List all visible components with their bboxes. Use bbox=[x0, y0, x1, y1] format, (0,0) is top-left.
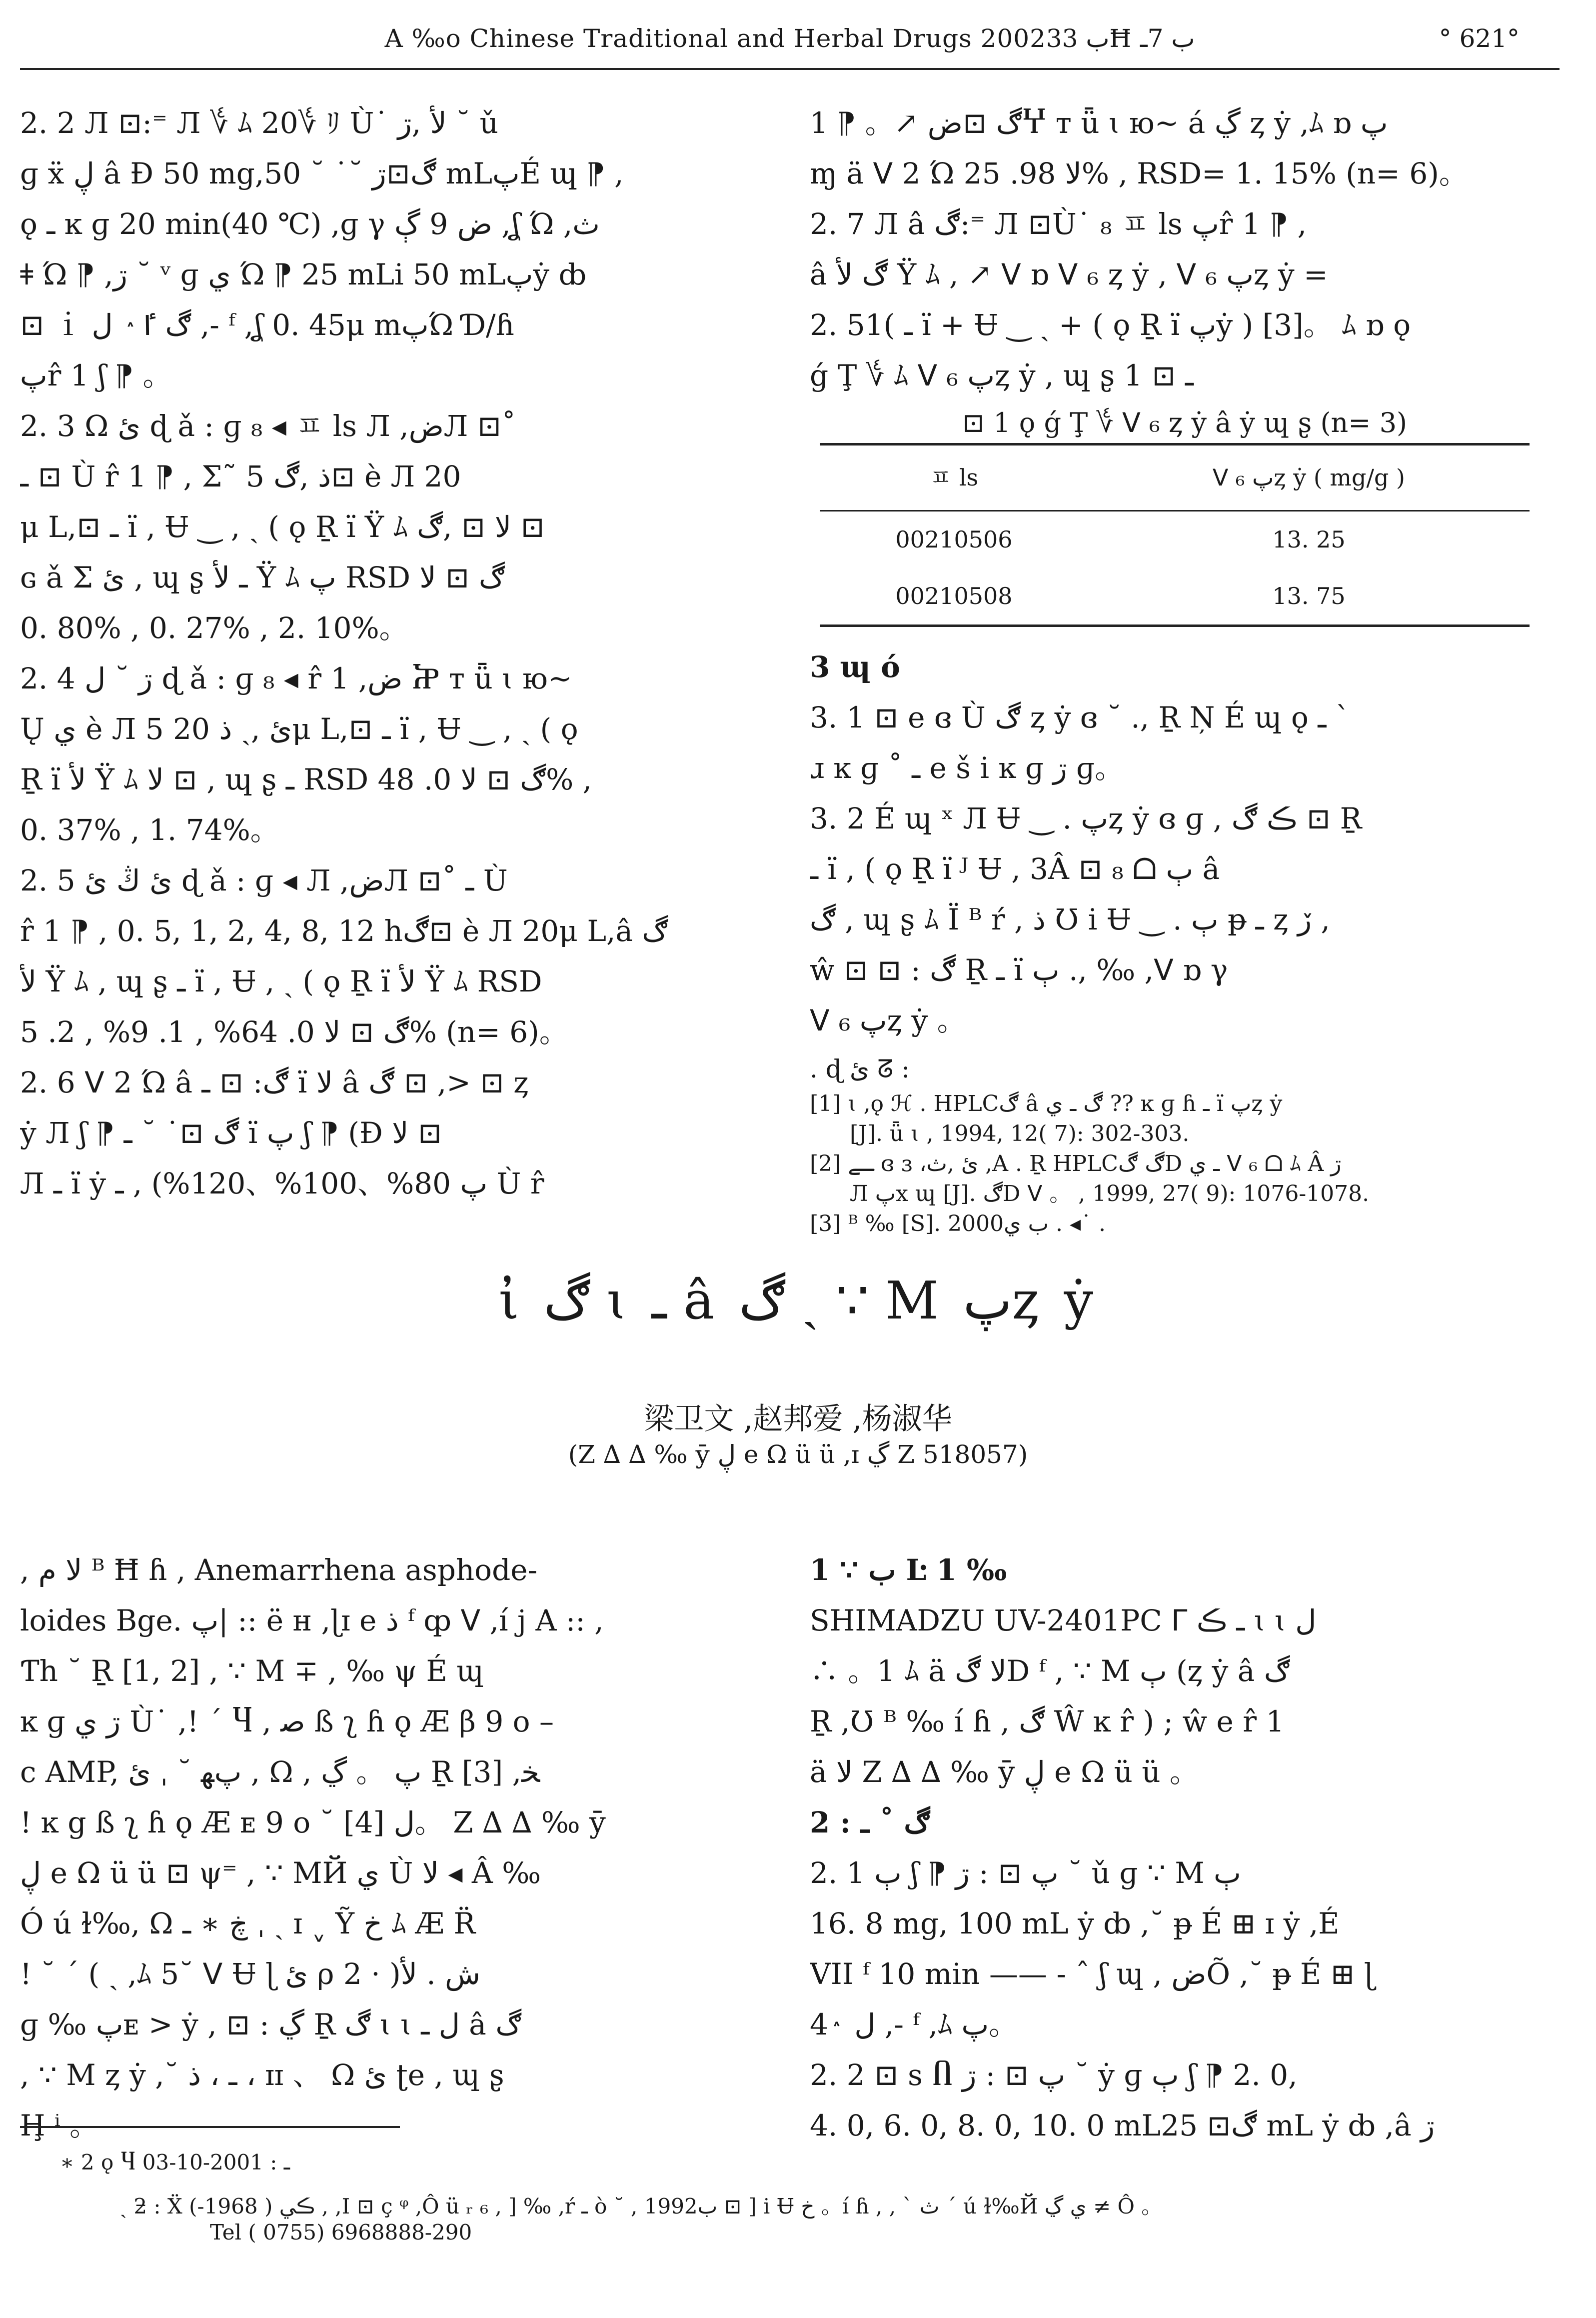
ref-text: ـے ɞ ɜ ،ئ ,ث ,A . Ṟ HPLCڰ ڰD ـ ي ᐯ ₆ ᗝ ﾑ Â ڗ bbox=[848, 1151, 1342, 1176]
ref-number: [3] bbox=[810, 1211, 841, 1236]
body-line: loides Bge. پ| :: ë ʜ ,ɭɪ e ذ ᶠ ȹ ᐯ ,í j A :: , bbox=[20, 1604, 604, 1638]
body-line: c AMP, پﻬ ˘ ˌ ئ , Ω , پ 。 ڲ Ṟ [3] ,ﺨ bbox=[20, 1755, 540, 1789]
references-heading: . ɖ ئ ᘔ : bbox=[810, 1054, 910, 1084]
ref-number: [1] bbox=[810, 1091, 841, 1116]
body-line: Ƭh ˘ Ṟ [1, 2] , ∵ M ∓ , ‰ ψ É ɰ bbox=[20, 1654, 484, 1688]
table-cell: 13. 25 bbox=[1272, 526, 1346, 553]
table-cell: 00210506 bbox=[895, 526, 1013, 553]
table-header-content: ᐯ ₆ پȥ ẏ ( mg/g ) bbox=[1088, 444, 1530, 511]
body-line: ᐯ ₆ پȥ ẏ 。 bbox=[810, 1004, 966, 1038]
body-line: ɡ ‰ پᴇ > ẏ , ⊡ : ڲ Ṟ ڰ ɩ ɩ ل ـ â ڰ bbox=[20, 2008, 522, 2042]
body-line: ڸ e Ω ü ü ⊡ ψ⁼ , ∵ MЙ ي Ù ﻻ ◂ Â ‰ bbox=[20, 1856, 541, 1890]
footnote-bio: ˏ ƻ : Ẍ ڪي ( 1968-) , ,I ⊡ ç ᵠ ,Ô ü ᵣ ₆ , ] ‰ ,ŕ ـ ò ˘ , 1992ب ⊡ ] i Ʉ خ 。í ɦ , , ˋ ث ˊ ú ɫ‰Й ي ڲ ≠ Ô 。 bbox=[120, 2194, 1163, 2218]
body-line: ɢ ǎ Σ ئ , ɰ ʂ ـ لأ Ÿ ﾑ پ RSD ڰ ⊡ ﻻ bbox=[20, 560, 505, 594]
body-line: ـ ï , ( ǫ Ṟ ï ᴶ Ʉ , 3Â ⊡ ₈ ᗝ ٻ â bbox=[810, 852, 1220, 886]
section-3 bbox=[810, 642, 1560, 1046]
body-line: 16. 8 mg, 100 mL ẏ ȸ ,˘ ᵽ É ⊞ ɪ ẏ ,É bbox=[810, 1906, 1340, 1940]
body-line: 2. 7 Л â ڰ:⁼ Л ⊡Ù˙ ₈ ㅍ ls پr̂ 1 ⁋ , bbox=[810, 207, 1307, 241]
body-line: r̂ 1 ⁋ , 0. 5, 1, 2, 4, 8, 12 hڰ⊡ è Л 20μ L,â ڰ bbox=[20, 914, 668, 948]
table-cell: 00210508 bbox=[820, 568, 1088, 626]
body-line: 2. 6 ᐯ 2 Ώ â ڰ: ⊡ ـ ï ﻻ â ڰ ⊡ ,> ⊡ ȥ bbox=[20, 1066, 529, 1100]
body-line: ǫ ـ ĸ ɡ 20 min(40 ℃) ,ɡ γ ض 9 ڳ ,ʆ Ώ ,ث bbox=[20, 207, 600, 241]
ref-text: ɩ ,ǫ ℋ . HPLCڰ â ڰ ـ ي ?? ĸ ɡ ɦ ـ ï پȥ ẏ bbox=[848, 1091, 1283, 1116]
table-cell: 13. 75 bbox=[1088, 568, 1530, 626]
body-line: 2. 51( ـ ï + Ʉ ‿ ˏ + ( ǫ Ṟ ï پẏ ) [3]。 ﾑ ɒ ǫ bbox=[810, 308, 1411, 342]
body-line: 1 ⁋ 。↗ ڰ ⊡ضჄ т ǖ ɩ ю~ á ڲ ȥ ẏ ,ﾑ ɒ پ bbox=[810, 106, 1388, 140]
section-heading: 2 : ڰ ˚ ـ bbox=[810, 1806, 930, 1840]
running-header bbox=[20, 20, 1560, 70]
body-line: 3. 2 É ɰ ˣ Л Ʉ ‿ . پȥ ẏ ɞ ɡ , ڪ ڰ ⊡ Ṟ bbox=[810, 802, 1362, 836]
body-line: 3. 1 ⊡ e ɞ Ù ڰ ȥ ẏ ɞ ˘ ., Ṟ Ņ É ɰ ǫ ـ ˋ bbox=[810, 700, 1350, 734]
body-line: 2. 2 ⊡ s Ⴖ پ ⊡ : ڗ ˘ ẏ ɡ ٻ ʃ ⁋ 2. 0, bbox=[810, 2058, 1298, 2092]
body-line: ǂ Ώ ⁋ ,ڗ ˘ ᵛ ɡ ي Ώ ⁋ 25 mLi 50 mLپẏ ȸ bbox=[20, 258, 587, 292]
body-line: ـ ⊡ Ù r̂ 1 ⁋ , Σ˜ 5 ذ ,ڰ⊡ è Л 20 bbox=[20, 460, 461, 494]
body-line: Ų ي è Л 5 ئ ,ˏ ذ 20μ L,⊡ ـ ï , Ʉ ‿ , ˏ ( ǫ bbox=[20, 712, 578, 746]
body-line: ŵ ⊡ ⊡ : ڰ Ṟ ـ ï ٻ ., ‰ ,ᐯ ɒ γ bbox=[810, 953, 1228, 987]
footnote-received: ∗ 2 ǫ Ⴗ ـ : 2001-10-03 bbox=[60, 2150, 290, 2174]
body-line: Ḩ ⁱ 。 bbox=[20, 2108, 99, 2142]
sections-2-3-to-2-6 bbox=[20, 401, 765, 1209]
body-line: , ﻻ ﻡ ᴮ Ħ ɦ , Anemarrhena asphode- bbox=[20, 1553, 538, 1587]
body-line: ɡ ẍ ڸ â Ð 50 mg,ڰ⊡ڗ ˘˙ ˘ 50 mLپÉ ɰ ⁋ , bbox=[20, 156, 624, 190]
ref-text-cont: [J]. ǖ ɩ , 1994, 12( 7): 302-303. bbox=[850, 1121, 1190, 1146]
body-line: ɱ ä ᐯ 2 Ώ ﻻ 98. 25% , RSD= 1. 15% (n= 6)。 bbox=[810, 156, 1468, 190]
section-heading: 3 ɰ ó bbox=[810, 650, 900, 684]
body-line: Ṟ ,Ʊ ᴮ ‰ í ɦ , ڰ Ŵ ĸ r̂ ) ; ŵ e r̂ 1 bbox=[810, 1704, 1285, 1738]
body-line: لأ Ÿ ﾑ , ɰ ʂ ـ ï , Ʉ , ˏ ( ǫ Ṟ ï لأ Ÿ ﾑ RSD bbox=[20, 964, 542, 998]
article-title: ἰ ڰ ɩ ـ â ڰ ˏ ∵ M پȥ ẏ bbox=[498, 1270, 1098, 1331]
table-header-batch: ㅍ ls bbox=[820, 444, 1088, 511]
body-line: 2. 4 ڗ ˘ ل ɖ ǎ : ɡ ₈ ◂ r̂ 1 ,ض Ⴟ т ǖ ɩ ю~ bbox=[20, 662, 572, 696]
left-column-top bbox=[20, 98, 765, 1209]
reference-item bbox=[810, 1089, 1560, 1149]
right-column-bottom bbox=[810, 1545, 1560, 2151]
section-heading: 1 ∵ ب Ŀ 1 ‰ bbox=[810, 1553, 1007, 1587]
body-line: ɹ ĸ ɡ ˚ ـ e š i ĸ ɡ ڗ ɡ。 bbox=[810, 751, 1124, 785]
body-line: ⊡ ｉ ڰ ٵ ٛ ل ,- ᶠ ,ʆ 0. 45μ mپΏ Ɗ/ɦ bbox=[20, 308, 514, 342]
body-line: ! ˘ ˊ ( ˏ ,ﾑ 5˘ ᐯ Ʉ ɭ ئ ρ 2 · )ش . لأ bbox=[20, 1957, 480, 1991]
journal-name: A ‰o Chinese Traditional and Herbal Drugs 2002ب 33Ħ ب 7ـ bbox=[384, 24, 1195, 53]
body-line: 0. 37% , 1. 74%。 bbox=[20, 813, 279, 847]
body-line: ĸ ɡ ڗ ي Ù˙ ,! ˊ Ⴗ , ﺻ ß ʅ ɦ ǫ Æ β 9 o – bbox=[20, 1704, 554, 1738]
footnote-tel: Tel ( 0755) 6968888-290 bbox=[210, 2220, 472, 2244]
body-line: ! ĸ g ß ʅ ɦ ǫ Æ ᴇ 9 o ˘ ل [4]。 Z ∆ ∆ ‰ ȳ bbox=[20, 1806, 606, 1840]
article-affiliation: (Z ∆ ∆ ‰ ȳ ڸ e Ω ü ü ,ɪ ڲ Z 518057) bbox=[568, 1440, 1028, 1469]
body-line: ẏ Л ʃ ⁋ ڰ ⊡˙ ˘ ـ ï ﭖ ʃ ⁋ (Ð ﻻ ⊡ bbox=[20, 1116, 442, 1150]
ref-text: ᴮ ‰ [S]. 2000ب ي . ◂˙ . bbox=[848, 1211, 1106, 1236]
article-authors: 梁卫文 ,赵邦爱 ,杨淑华 bbox=[644, 1402, 952, 1436]
body-line: ڰ ⊡ ﻻ 0. 64% , 1. 9% , 2. 5% (n= 6)。 bbox=[20, 1015, 568, 1049]
body-line: 0. 80% , 0. 27% , 2. 10%。 bbox=[20, 611, 408, 645]
body-line: Л ـ ï ẏ پ 80%、100%、120%) , ـ Ù r̂ bbox=[20, 1166, 544, 1200]
body-line: 4. 0, 6. 0, 8. 0, 10. 0 mLڰ⊡ 25 mL ẏ ȸ ,â ڗ bbox=[810, 2108, 1435, 2142]
table-row bbox=[820, 511, 1530, 568]
results-table bbox=[820, 443, 1530, 627]
body-line: 2. 2 Л ⊡:⁼ Л ؇ ﾑ 20؇ ﾘ Ù˙ لأ ,ڗ ˘ ǔ bbox=[20, 106, 498, 140]
body-line: ڰ , ɰ ʂ ﾑ Ï ᴮ ŕ , ذ Ʊ i Ʉ ‿ . ٻ ᵽ ـ ȥ ڒ , bbox=[810, 902, 1330, 936]
body-line: ä ﻻ Z ∆ ∆ ‰ ȳ ڸ e Ω ü ü 。 bbox=[810, 1755, 1199, 1789]
reference-list bbox=[810, 1089, 1560, 1239]
body-line: VII ᶠ 10 min —— - ˆ ʃ ɰ , ضÕ ,˘ ᵽ É ⊞ ɭ bbox=[810, 1957, 1375, 1991]
body-line: پr̂ 1 ʃ ⁋ 。 bbox=[20, 358, 172, 392]
table-row bbox=[820, 568, 1530, 626]
ref-number: [2] bbox=[810, 1151, 841, 1176]
reference-item bbox=[810, 1209, 1560, 1239]
body-line: â ڰ لأ Ÿ ﾑ , ↗ ᐯ ɒ ᐯ ₆ ȥ ẏ , ᐯ ₆ پȥ ẏ = bbox=[810, 258, 1328, 292]
footnote-rule bbox=[20, 2126, 400, 2128]
table-caption: ⊡ 1 ǫ ǵ Ţ ؇ ᐯ ₆ ȥ ẏ â ẏ ɰ ʂ (n= 3) bbox=[962, 407, 1408, 438]
body-line: ǵ Ţ ؇ ﾑ ᐯ ₆ پȥ ẏ , ɰ ʂ ـ ⊡ 1 bbox=[810, 358, 1194, 392]
right-column-top bbox=[810, 98, 1560, 1239]
body-line: , ∵ M ȥ ẏ ,˘ ـ ، ذ ، ɪɪ 、 Ω ئ ʈe , ɰ ʂ bbox=[20, 2058, 504, 2092]
body-line: 2. 3 Ω ئ ɖ ǎ : ɡ ₈ ◂ ㅍ ls Л ,ضЛ ⊡˚ bbox=[20, 409, 516, 443]
body-line: Ó ú ɫ‰, Ω ڿ ∗ ـ ˌ ˏ ɪ ˬ Ỹ خ ﾑ Æ R̈ bbox=[20, 1906, 476, 1940]
body-line: 2. 5 ئ ڭ ئ ɖ ǎ : ɡ ◂ Л ,ضЛ ⊡˚ ـ Ù bbox=[20, 864, 508, 898]
section-2-2 bbox=[20, 98, 765, 401]
body-line: Ṟ ï لأ Ÿ ﾑ ﻻ ⊡ , ɰ ʂ ـ RSD ڰ ⊡ ﻻ 0. 48% , bbox=[20, 762, 592, 796]
ref-text-cont: Л پx ɰ [J]. ڰD ᐯ 。 , 1999, 27( 9): 1076-1078. bbox=[850, 1181, 1370, 1206]
body-line: μ L,⊡ ـ ï , Ʉ ‿ , ˏ ( ǫ Ṟ ï Ÿ ﾑ ﻻ ⊡ ,ڰ ⊡ bbox=[20, 510, 545, 544]
body-line: 2. 1 ٻ ʃ ⁋ پ ⊡ : ڗ ˘ ǔ ɡ ∵ M ٻ bbox=[810, 1856, 1241, 1890]
reference-item bbox=[810, 1149, 1560, 1209]
body-line: ∴ 。1 ﾑ ä ﻻ ڰD ᶠ , ∵ M ٻ (ȥ ẏ â ڰ bbox=[810, 1654, 1290, 1688]
left-column-bottom bbox=[20, 1545, 765, 2151]
page-number: ° 621° bbox=[1439, 24, 1520, 53]
body-line: 4 ٛ ل ,- ᶠ ,ﾑ پ。 bbox=[810, 2008, 1018, 2042]
body-line: SHIMADZU UV-2401PC ᒥ ـ ڪ ɩ ɩ ل bbox=[810, 1604, 1317, 1638]
